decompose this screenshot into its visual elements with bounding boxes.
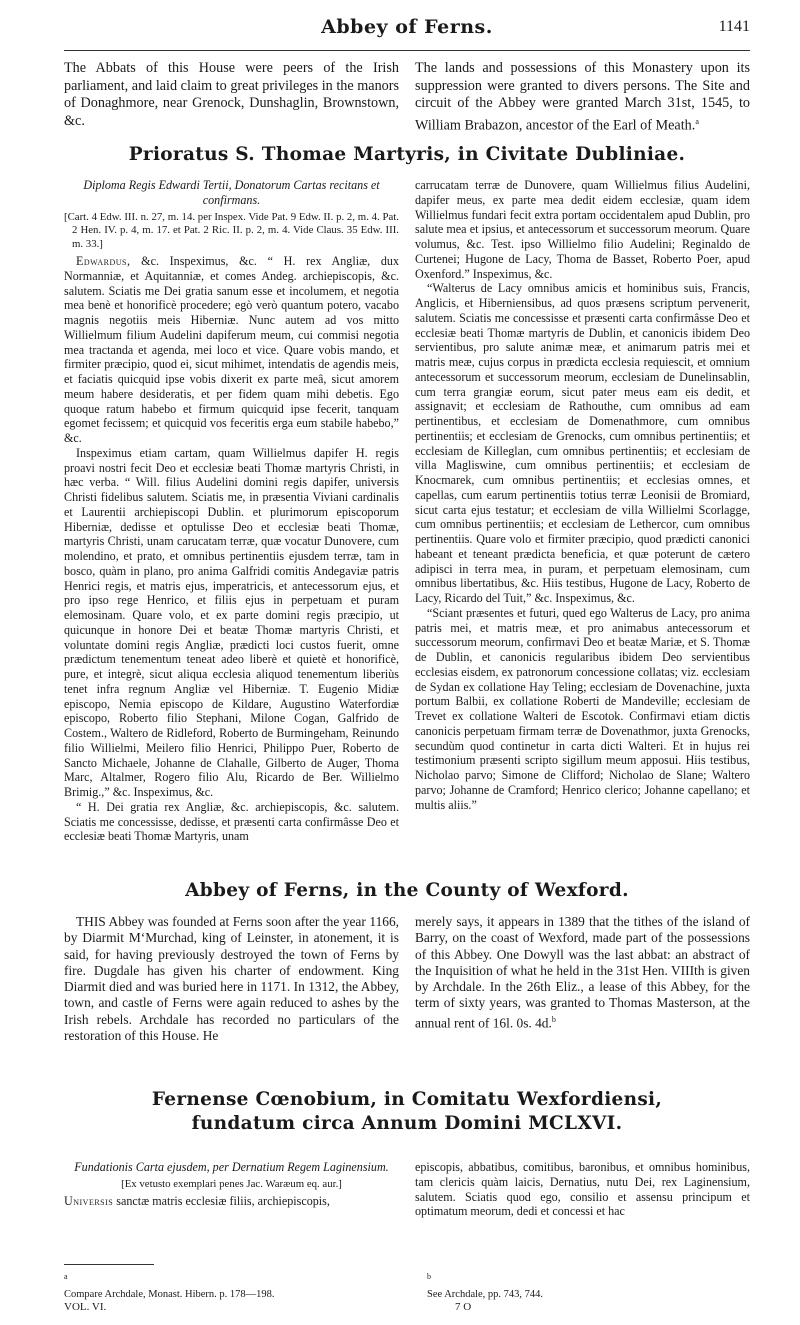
fundation-title: Fundationis Carta ejusdem, per Dernatium Regem Laginensium.: [74, 1160, 389, 1174]
fernense-columns: [64, 1160, 750, 1219]
ferns-right-para: [415, 914, 750, 1032]
signature-mark: 7 O: [455, 1300, 472, 1313]
charter-paragraph-5: “Walterus de Lacy omnibus amicis et hominibus suis, Francis, Anglicis, et Hiberniensibus, ad quos præsens scriptum pervenerit, salutem. Sciatis me concessisse et præsenti carta confirmâsse Deo et ecclesiæ beati Thomæ martyris de Dublin, et canonicis ibidem Deo servientibus, pro salute animæ meæ, et animarum patris mei et matris meæ, cujus corpus in prædicta ecclesia requiescit, et omnium antecessorum et successorum meorum, ecclesiam de Dunelinsablin, cum terra grangiæ eorum, sicut pater meus eam eis dedit, et assignavit; et ecclesiam de Rathouthe, cum omnibus ad eam pertinentibus, et ecclesiam de Domenathmore, cum omnibus pertinentiis; et ecclesiam de Grenocks, cum omnibus pertinentiis; et ecclesiam de Killeglan, cum omnibus pertinentiis; et ecclesiam de villa Magliswine, cum omnibus pertinentiis; et ecclesiam de Knocmarek, cum omnibus pertinentiis; et ecclesias omnes, et capellas, cum earum pertinentiis totius terræ Leonisii de Bromiard, sicut carta ejus testatur; et ecclesiam de villa Willielmi Scorlagge, cum omnibus pertinentiis; et ecclesiam de Lethercor, cum omnibus pertinentiis. Quare volo et firmiter præcipio, quod prædicti canonici habeant et teneant prædicta beneficia, et quæ poterunt de cætero adipisci in terra mea, in puram, et perpetuam elemosinam, cum omnibus libertatibus, &c. Hiis testibus, Hugone de Lacy, Roberto de Lacy, Ricardo del Tuit,” &c. Inspeximus, &c.: [415, 281, 750, 605]
section-heading-priory: Prioratus S. Thomae Martyris, in Civitate Dubliniae.: [128, 144, 686, 165]
fundation-paragraph: [64, 1194, 399, 1209]
intro-right-para: [415, 60, 750, 135]
footnote-mark-b: b: [551, 1014, 556, 1024]
priory-left-column: [64, 178, 399, 844]
intro-left-text: The Abbats of this House were peers of the Irish parliament, and laid claim to great privileges in the manors of Donaghmore, near Grenock, Dunshaglin, Brownstown, &c.: [64, 60, 399, 129]
ferns-text-left: THIS Abbey was founded at Ferns soon after the year 1166, by Diarmit M‘Murchad, king of Leinster, in atonement, it is said, for having previously destroyed the town of Ferns by fire. Dugdale has given his charter of endowment. King Diarmit died and was buried here in 1171. In 1312, the Abbey, town, and castle of Ferns were again reduced to ashes by the Irish rebels. Archdale has recorded no particulars of the restoration of this House. He: [64, 914, 399, 1044]
ferns-text-right: merely says, it appears in 1389 that the tithes of the island of Barry, on the coast of Wexford, made part of the possessions of this Abbey. One Dowyll was the last abbat: an abstract of the Inquisition of what he held in the 31st Hen. VIIIth is given by Archdale. In the 26th Eliz., a lease of this Abbey, for the term of sixty years, was granted to Thomas Masterson, at the annual rent of 16l. 0s. 4d.: [415, 914, 750, 1031]
charter-paragraph-6: “Sciant præsentes et futuri, qued ego Walterus de Lacy, pro anima patris mei, et matris meæ, et pro animabus antecessorum et successorum meorum, confirmavi Deo et beatæ Mariæ, et S. Thomæ de Dublin, et canonicis regularibus ibidem Deo servientibus ecclesias eisdem, ex patronorum concessione collatas; viz. ecclesiam de Sydan ex collatione Hay Teling; ecclesiam de Dovenachine, juxta portum Balbii, ex collatione Roberti de Mandeville; ecclesiam de Trevet ex collatione Walteri de Escotok. Confirmavi etiam dictis canonicis perpetuam firmam terræ de Dovenathmor, juxta Grenocks, secundùm quod continetur in carta dicti Walteri. Et in hujus rei testimonium præsenti scripto sigillum meum apposui. Hiis testibus, Nicholao parvo; Simone de Clifford; Nicholao de Slane; Waltero parvo; Johanne de Cramford; Henrico clerico; Johanne capellano; et multis aliis.”: [415, 605, 750, 812]
intro-left: [64, 60, 399, 135]
fundation-lead-word: Universis: [64, 1193, 114, 1208]
intro-columns: [64, 60, 750, 135]
charter-paragraph-1-text: &c. Inspeximus, &c. “ H. rex Angliæ, dux Normanniæ, et Aquitanniæ, et comes Andeg. archiepiscopis, &c. salutem. Sciatis me Dei gratia sanum esse et incolumem, et negotia mea benè et honorificè procedere; egò verò quantum potero, vacabo magnis negotiis meis Hiberniæ. Nunc autem ad vos mitto Willielmum filium Audelini dapiferum meum, cui commisi negotia mea tractanda et agenda, mei loco et vice. Quare vobis mando, et firmiter præcipio, quod ei, sicut mihimet, intendatis de agendis meis, et faciatis quicquid ipse vobis dixerit ex parte meâ, sicut amorem meum habere desideratis, et per fidem quam mihi debetis. Ego quoque ratum habebo et firmum quicquid ipse fecerit, tanquam egomet fecissem; et quicquid vos feceritis erga eum stabile habebo,” &c.: [64, 254, 399, 445]
running-title: Abbey of Ferns.: [321, 16, 493, 38]
fundation-text-right: episcopis, abbatibus, comitibus, baronibus, et omnibus hominibus, tam clericis quàm laicis, Dernatius, nutu Dei, rex Laginensium, salutem. Sciatis quod ego, consilio et assensu principum et optimatum meorum, dedi et concessi et hac: [415, 1160, 750, 1219]
intro-right: [415, 60, 750, 135]
charter-paragraph-2: Inspeximus etiam cartam, quam Willielmus dapifer H. regis proavi nostri fecit Deo et ecclesiæ beati Thomæ martyris Christi, in hæc verba. “ Will. filius Audelini domini regis dapifer, universis Christi fidelibus salutem. Sciatis me, in præsentia Viviani cardinalis et Laurentii archiepiscopi Dublin. et plurimorum episcoporum Hiberniæ, dedisse et optulisse Deo et ecclesiæ beati Thomæ, martyris Christi, unam carucatam terræ, quæ vocatur Dunovere, cum molendino, et prato, et omnibus pertinentiis ejusdem terræ, tam in bosco, quàm in plano, pro anima Galfridi comitis Andegaviæ patris Henrici regis, et matris ejus, imperatricis, et antecessorum ejus, et pro ipso rege Henrico, et filiis ejus in perpetuam et puram elemosinam. Quare volo, et ex parte domini regis præcipio, ut quicunque in honore Dei et beatæ Thomæ martyris Christi, et voluntate domini regis Angliæ, prædicti loci custos fuerit, omne prædictum tenementum teneat adeo liberè et quietè et honorificè, pure, et integrè, sicut aliqua ecclesia aliquod tenementum liberiùs tenet infra regnum Angliæ vel Hiberniæ. T. Eugenio Midiæ episcopo, Nemia episcopo de Kildare, Augustino Waterfordiæ episcopo, Roberto filio Stephani, Milone Cogan, Galfrido de Costem., Waltero de Ridleford, Roberto de Burmingeham, Reinundo filio Willielmi, Meilero filio Henrici, Philippo Puer, Roberto de Sancto Michaele, Johanne de Clahalle, Gilberto de Auger, Thoma Marc, Altalmer, Rogero filio Alu, Ricardo de Ber. Willielmo Brimig.,” &c. Inspeximus, &c.: [64, 445, 399, 799]
footnote-mark-a: a: [695, 116, 699, 126]
priory-columns: [64, 178, 750, 844]
ferns-left-column: [64, 914, 399, 1044]
footnote-b: $^b$ See Archdale, pp. 743, 744.: [387, 1270, 750, 1301]
header-rule: [64, 50, 750, 51]
footnote-row: [64, 1270, 750, 1301]
diploma-title: Diploma Regis Edwardi Tertii, Donatorum Cartas recitans et confirmans.: [83, 178, 380, 207]
footnote-a-text: Compare Archdale, Monast. Hibern. p. 178—198.: [64, 1288, 275, 1300]
ferns-right-column: [415, 914, 750, 1044]
running-head: [64, 14, 750, 44]
ferns-columns: [64, 914, 750, 1044]
charter-lead-word: Edwardus,: [76, 254, 131, 268]
intro-right-text: The lands and possessions of this Monastery upon its suppression were granted to divers persons. The Site and circuit of the Abbey were granted March 31st, 1545, to William Brabazon, ancestor of the Earl of Meath.: [415, 60, 750, 134]
priory-right-column: [415, 178, 750, 844]
section-heading-ferns: Abbey of Ferns, in the County of Wexford.: [185, 880, 629, 901]
footnotes: [64, 1270, 750, 1314]
page-number: 1141: [718, 18, 750, 35]
footnote-a: $^a$ Compare Archdale, Monast. Hibern. p. 178—198.: [64, 1270, 387, 1301]
charter-paragraph-3: “ H. Dei gratia rex Angliæ, &c. archiepiscopis, &c. salutem. Sciatis me concessisse, dedisse, et præsenti carta confirmâsse Deo et ecclesiæ beati Thomæ Martyris, unam: [64, 799, 399, 844]
fundation-citation: [Ex vetusto exemplari penes Jac. Waræum eq. aur.]: [121, 1177, 342, 1190]
section-heading-fernense: Fernense Cœnobium, in Comitatu Wexfordiensi, fundatum circa Annum Domini MCLXVI.: [151, 1089, 663, 1134]
fernense-right-column: [415, 1160, 750, 1219]
footnote-rule: [64, 1264, 154, 1265]
charter-paragraph-1: [64, 254, 399, 446]
footnote-b-text: See Archdale, pp. 743, 744.: [427, 1288, 544, 1300]
volume-label: VOL. VI.: [64, 1300, 107, 1313]
diploma-citation: [Cart. 4 Edw. III. n. 27, m. 14. per Inspex. Vide Pat. 9 Edw. II. p. 2, m. 4. Pat. 2 Hen. IV. p. 4, m. 17. et Pat. 2 Ric. II. p. 2, m. 4. Vide Claus. 35 Edw. III. m. 33.]: [64, 210, 399, 250]
fernense-left-column: [64, 1160, 399, 1219]
signature-row: [64, 1301, 750, 1314]
charter-paragraph-4: carrucatam terræ de Dunovere, quam Willielmus filius Audelini, dapifer meus, ex parte mea dedit eidem ecclesiæ, quam idem Willielmus fundari fecit extra portam occidentalem apud Dublin, pro salute mea et ipsius, et antecessorum et successorum meorum. Quare volumus, &c. Test. ipso Willielmo filio Audelini; Reginaldo de Curtenei; Hugone de Lacy, Thoma de Basset, Roberto Poer, apud Oxenford.” Inspeximus, &c.: [415, 178, 750, 281]
fundation-text-left: sanctæ matris ecclesiæ filiis, archiepiscopis,: [116, 1193, 330, 1208]
